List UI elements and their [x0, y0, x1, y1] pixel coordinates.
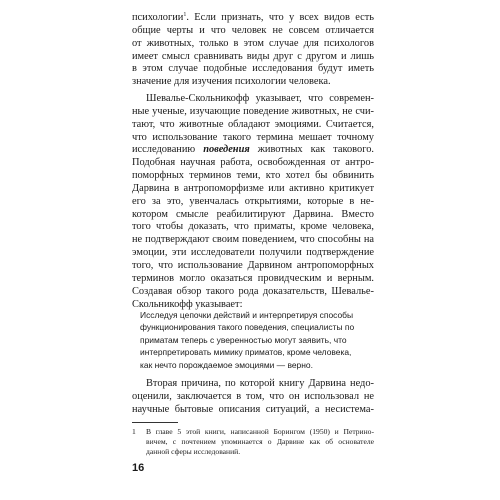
- paragraph-continuation: [132, 12, 374, 89]
- text-line: оценили, заключается в том, что он использовал не: [132, 390, 374, 402]
- text-line: тают, что животные обладают эмоциями. Считается,: [132, 118, 374, 130]
- text-line: того, что использование Дарвином антропоморфных: [132, 259, 374, 271]
- text-line: эмоции, эти исследователи получили подтверждение: [132, 247, 374, 259]
- quote-line: приматам теперь с уверенностью могут заявить, что: [140, 334, 347, 345]
- text-line: его за это, увенчалась открытиями, которые в не-: [132, 195, 374, 207]
- text-line: Шевалье-Скольникофф указывает, что современ-: [146, 93, 374, 104]
- quote-line: функционирования такого поведения, специалисты по: [140, 322, 355, 333]
- text-line: имеет смысл сравнивать виды друг с другом и лишь: [132, 50, 374, 62]
- text-line: того чтобы доказать, что приматы, кроме человека,: [132, 221, 374, 233]
- text-line: в этом случае подобные исследования будут иметь: [132, 63, 374, 75]
- page-number: 16: [132, 462, 145, 474]
- text-line: терминов могло оказаться провидческим и верным.: [132, 272, 374, 284]
- footnote: [132, 427, 374, 457]
- text-line: Подобная научная работа, освобожденная от антро-: [132, 157, 374, 169]
- text-line: не подтверждают своим поведением, что способны на: [132, 234, 374, 246]
- quote-line: интерпретировать мимику приматов, кроме человека,: [140, 347, 352, 358]
- footnote-line: данной сферы исследований.: [146, 447, 241, 457]
- paragraph: [132, 378, 374, 417]
- text-line: общие черты и что человек не совсем отличается: [132, 24, 374, 36]
- paragraph: [132, 93, 374, 311]
- quote-line: как нечто порождаемое эмоциями — верно.: [140, 359, 313, 370]
- text-line: психологии$^1$. Если признать, что у всех видов есть: [132, 12, 374, 23]
- text-line: что использование такого термина мешает точному: [132, 131, 374, 143]
- text-line: Вторая причина, по которой книгу Дарвина недо-: [146, 378, 374, 389]
- quote-line: Исследуя цепочки действий и интерпретируя способы: [140, 310, 354, 320]
- footnote-line: вичем, с почтением упоминается о Дарвине как об основателе: [146, 437, 374, 447]
- text-line: от животных, только в этом случае для психологов: [132, 37, 374, 49]
- text-line: котором смысле реабилитируют Дарвина. Вместо: [132, 208, 374, 220]
- block-quote: [140, 309, 374, 371]
- text-line: Создавая обзор такого рода доказательств, Шевалье-: [132, 285, 374, 297]
- emphasis: поведения: [203, 144, 250, 156]
- text-line: поморфных терминов теми, кто хотел бы обвинить: [132, 170, 374, 182]
- text-line: значение для изучения психологии человека.: [132, 76, 331, 88]
- footnote-separator: [132, 422, 178, 423]
- footnote-line: В главе 5 этой книги, написанной Борингом (1950) и Петрино-: [146, 427, 374, 436]
- text-line: Дарвина в антропоморфизме или активно критикует: [132, 182, 374, 194]
- text-line: ные ученые, изучающие поведение животных, не счи-: [132, 105, 374, 117]
- text-line: научные бытовые описания ситуаций, а несистема-: [132, 403, 374, 415]
- text-line: исследованию поведения животных как такового.: [132, 144, 374, 156]
- footnote-reference: 1: [183, 12, 187, 18]
- text-line: Скольникофф указывает:: [132, 298, 243, 310]
- footnote-marker: 1: [132, 427, 136, 436]
